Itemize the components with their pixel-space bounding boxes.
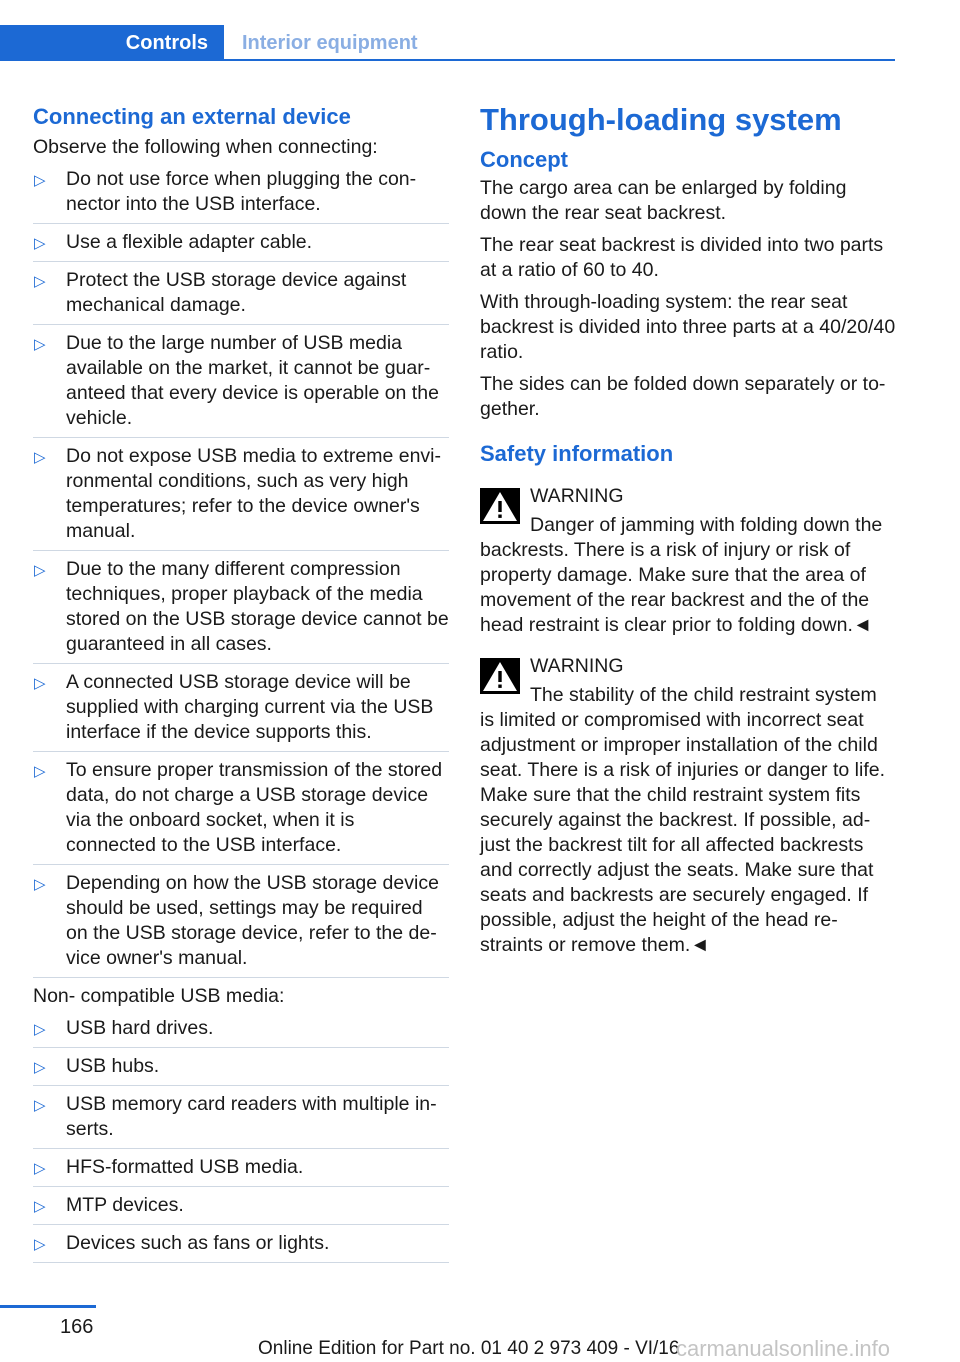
triangle-bullet-icon: ▷ [34, 235, 46, 252]
section-heading-external-device: Connecting an external device [33, 104, 351, 129]
page-title: Through-loading system [480, 102, 842, 137]
triangle-bullet-icon: ▷ [34, 763, 46, 780]
connection-note-item [33, 268, 449, 325]
noncompatible-media-text: MTP devices. [66, 1194, 184, 1216]
connection-notes-list [33, 167, 449, 978]
connection-note-item [33, 758, 449, 865]
left-column [33, 103, 449, 1269]
warning-title: WARNING [530, 485, 624, 507]
connection-note-item [33, 331, 449, 438]
concept-text [480, 176, 896, 422]
triangle-bullet-icon: ▷ [34, 1021, 46, 1038]
connection-note-text: Due to the large number of USB media available on the market, it cannot be guar‐anteed that every device is operable on the vehicle. [66, 332, 439, 429]
concept-paragraph: The rear seat backrest is divided into two parts at a ratio of 60 to 40. [480, 234, 884, 281]
connection-note-text: To ensure proper transmission of the stored data, do not charge a USB storage device via the onboard socket, when it is connected to the USB interface. [66, 759, 443, 856]
connection-note-text: Do not use force when plugging the con‐nector into the USB interface. [66, 168, 417, 215]
header-divider [224, 59, 895, 61]
noncompatible-media-text: USB hard drives. [66, 1017, 214, 1039]
connection-note-text: Protect the USB storage device against mechanical damage. [66, 269, 407, 316]
connection-note-text: Due to the many different compression techniques, proper playback of the media stored on the USB storage device cannot be guaranteed in all cases. [66, 558, 449, 655]
warning-block [480, 484, 896, 638]
triangle-bullet-icon: ▷ [34, 876, 46, 893]
triangle-bullet-icon: ▷ [34, 449, 46, 466]
connection-note-text: Use a flexible adapter cable. [66, 231, 313, 253]
noncompatible-media-item [33, 1016, 449, 1048]
warning-body: The stability of the child restraint system is limited or compromised with incorrect seat adjustment or improper installation of the child seat. There is a risk of injuries or danger to life. Make sure that the child restraint system fits securely against the backrest. If possible, ad‐just the backrest tilt for all affected backrests and correctly adjust the seats. Make sure that seats and backrests are securely engaged. If possible, adjust the height of the head re‐straints or remove them.◄ [480, 684, 885, 956]
connection-note-text: A connected USB storage device will be supplied with charging current via the USB interface if the device supports this. [66, 671, 434, 743]
connection-note-text: Depending on how the USB storage device should be used, settings may be required on the USB storage device, refer to the de‐vice owner's manual. [66, 872, 439, 969]
concept-paragraph: The sides can be folded down separately or to‐gether. [480, 373, 886, 420]
noncompatible-media-text: USB memory card readers with multiple in‐serts. [66, 1093, 437, 1140]
triangle-bullet-icon: ▷ [34, 1236, 46, 1253]
noncompatible-media-text: USB hubs. [66, 1055, 160, 1077]
footer-divider [0, 1305, 96, 1308]
warning-triangle-icon [480, 658, 520, 694]
warnings-list [480, 484, 896, 958]
connection-note-item [33, 230, 449, 262]
noncompatible-media-item [33, 1231, 449, 1263]
warning-body: Danger of jamming with folding down the backrests. There is a risk of injury or risk of property damage. Make sure that the area of movement of the rear backrest and the of the head restraint is clear prior to folding down.◄ [480, 514, 883, 636]
noncompatible-media-item [33, 1193, 449, 1225]
connection-note-item [33, 557, 449, 664]
triangle-bullet-icon: ▷ [34, 675, 46, 692]
triangle-bullet-icon: ▷ [34, 1198, 46, 1215]
triangle-bullet-icon: ▷ [34, 1097, 46, 1114]
edition-note: Online Edition for Part no. 01 40 2 973 409 - VI/16 [258, 1338, 680, 1359]
connection-note-item [33, 167, 449, 224]
triangle-bullet-icon: ▷ [34, 1160, 46, 1177]
safety-heading: Safety information [480, 441, 674, 466]
tab-controls[interactable]: Controls [0, 25, 224, 61]
connection-note-item [33, 670, 449, 752]
concept-paragraph: The cargo area can be enlarged by folding down the rear seat backrest. [480, 177, 847, 224]
warning-title: WARNING [530, 655, 624, 677]
warning-block [480, 654, 896, 958]
connection-note-item [33, 444, 449, 551]
concept-paragraph: With through-loading system: the rear seat backrest is divided into three parts at a 40/20/40 ratio. [480, 291, 896, 363]
connection-note-item [33, 871, 449, 978]
watermark: carmanualsonline.info [676, 1336, 891, 1361]
right-column [480, 100, 896, 964]
triangle-bullet-icon: ▷ [34, 1059, 46, 1076]
noncompatible-media-item [33, 1092, 449, 1149]
warning-triangle-icon [480, 488, 520, 524]
noncompatible-media-item [33, 1155, 449, 1187]
triangle-bullet-icon: ▷ [34, 172, 46, 189]
concept-heading: Concept [480, 147, 568, 172]
noncompatible-media-text: Devices such as fans or lights. [66, 1232, 330, 1254]
section-header [0, 25, 895, 61]
noncompatible-media-text: HFS-formatted USB media. [66, 1156, 304, 1178]
connection-note-text: Do not expose USB media to extreme envi‐ronmental conditions, such as very high temperatures; refer to the device owner's manual. [66, 445, 442, 542]
tab-interior-equipment[interactable]: Interior equipment [242, 31, 418, 54]
noncompat-intro: Non- compatible USB media: [33, 985, 285, 1007]
triangle-bullet-icon: ▷ [34, 562, 46, 579]
noncompatible-media-list [33, 1016, 449, 1263]
noncompatible-media-item [33, 1054, 449, 1086]
triangle-bullet-icon: ▷ [34, 336, 46, 353]
intro-text: Observe the following when connecting: [33, 136, 378, 158]
page-number: 166 [60, 1316, 94, 1338]
triangle-bullet-icon: ▷ [34, 273, 46, 290]
